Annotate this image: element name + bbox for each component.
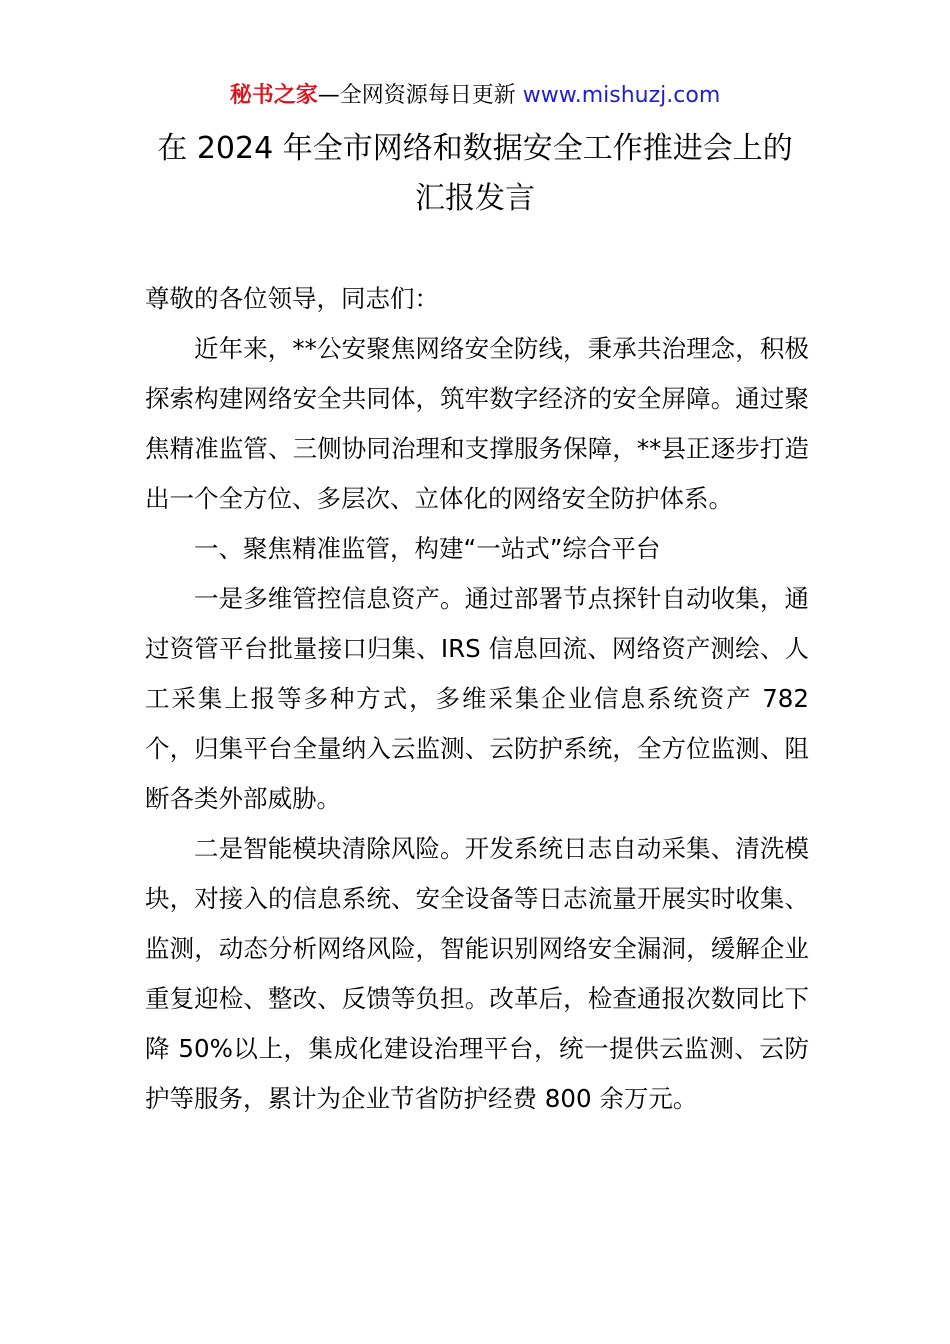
salutation: 尊敬的各位领导，同志们： (145, 284, 439, 313)
site-tagline: —全网资源每日更新 (317, 83, 516, 108)
section-heading: 一、聚焦精准监管，构建“一站式”综合平台 (194, 534, 661, 563)
site-url-link[interactable]: www.mishuzj.com (522, 83, 721, 108)
document-body (145, 274, 809, 1124)
site-brand: 秘书之家 (229, 83, 318, 108)
document-title-line-1: 在 2024 年全市网络和数据安全工作推进会上的 (157, 131, 793, 166)
paragraph-intro: 近年来，**公安聚焦网络安全防线，秉承共治理念，积极探索构建网络安全共同体，筑牢数字经济的安全屏障。通过聚焦精准监管、三侧协同治理和支撑服务保障，**县正逐步打造出一个全方位、多层次、立体化的网络安全防护体系。 (145, 334, 809, 513)
site-header (0, 80, 950, 112)
document-title (0, 124, 950, 224)
paragraph-asset-management: 一是多维管控信息资产。通过部署节点探针自动收集，通过资管平台批量接口归集、IRS 信息回流、网络资产测绘、人工采集上报等多种方式，多维采集企业信息系统资产 782 个，归集平台全量纳入云监测、云防护系统，全方位监测、阻断各类外部威胁。 (145, 584, 809, 813)
document-title-line-2: 汇报发言 (415, 181, 535, 216)
paragraph-risk-clearing: 二是智能模块清除风险。开发系统日志自动采集、清洗模块，对接入的信息系统、安全设备等日志流量开展实时收集、监测，动态分析网络风险，智能识别网络安全漏洞，缓解企业重复迎检、整改、反馈等负担。改革后，检查通报次数同比下降 50%以上，集成化建设治理平台，统一提供云监测、云防护等服务，累计为企业节省防护经费 800 余万元。 (145, 834, 809, 1113)
